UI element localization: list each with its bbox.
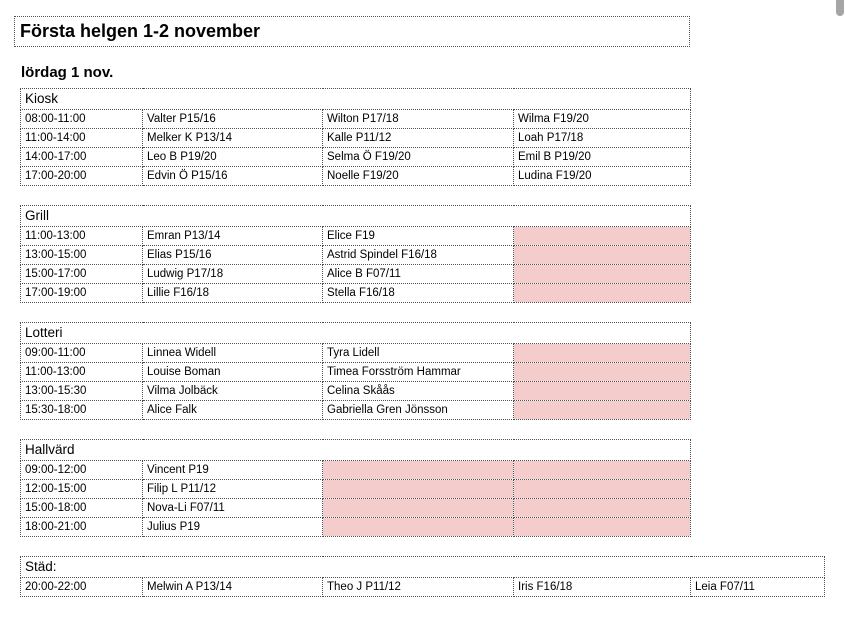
volunteer-cell[interactable]: Elias P15/16 (143, 246, 323, 265)
empty-slot-cell[interactable] (323, 518, 514, 537)
time-cell[interactable]: 11:00-13:00 (21, 363, 143, 382)
volunteer-cell[interactable]: Wilma F19/20 (514, 110, 691, 129)
empty-slot-cell[interactable] (514, 284, 691, 303)
volunteer-cell[interactable]: Alice Falk (143, 401, 323, 420)
volunteer-cell[interactable]: Gabriella Gren Jönsson (323, 401, 514, 420)
volunteer-cell[interactable]: Julius P19 (143, 518, 323, 537)
volunteer-cell[interactable]: Elice F19 (323, 227, 514, 246)
time-cell[interactable]: 12:00-15:00 (21, 480, 143, 499)
time-cell[interactable]: 13:00-15:30 (21, 382, 143, 401)
shift-row (21, 167, 691, 186)
volunteer-cell[interactable]: Alice B F07/11 (323, 265, 514, 284)
empty-slot-cell[interactable] (514, 461, 691, 480)
volunteer-cell[interactable]: Wilton P17/18 (323, 110, 514, 129)
weekend-title-box (14, 16, 690, 47)
shift-row (21, 246, 691, 265)
volunteer-cell[interactable]: Emran P13/14 (143, 227, 323, 246)
time-cell[interactable]: 17:00-20:00 (21, 167, 143, 186)
empty-slot-cell[interactable] (323, 499, 514, 518)
time-cell[interactable]: 15:30-18:00 (21, 401, 143, 420)
empty-slot-cell[interactable] (514, 499, 691, 518)
volunteer-cell[interactable]: Stella F16/18 (323, 284, 514, 303)
empty-slot-cell[interactable] (514, 518, 691, 537)
volunteer-cell[interactable]: Loah P17/18 (514, 129, 691, 148)
volunteer-cell[interactable]: Celina Skåås (323, 382, 514, 401)
shift-row (21, 480, 691, 499)
volunteer-cell[interactable]: Lillie F16/18 (143, 284, 323, 303)
table-title-stad[interactable]: Städ: (21, 557, 825, 578)
volunteer-cell[interactable]: Iris F16/18 (514, 578, 691, 597)
time-cell[interactable]: 08:00-11:00 (21, 110, 143, 129)
volunteer-cell[interactable]: Ludina F19/20 (514, 167, 691, 186)
volunteer-cell[interactable]: Ludwig P17/18 (143, 265, 323, 284)
time-cell[interactable]: 11:00-14:00 (21, 129, 143, 148)
volunteer-cell[interactable]: Selma Ö F19/20 (323, 148, 514, 167)
volunteer-cell[interactable]: Edvin Ö P15/16 (143, 167, 323, 186)
volunteer-cell[interactable]: Kalle P11/12 (323, 129, 514, 148)
tables (14, 88, 845, 597)
volunteer-cell[interactable]: Melwin A P13/14 (143, 578, 323, 597)
volunteer-cell[interactable]: Theo J P11/12 (323, 578, 514, 597)
schedule-table-stad (20, 556, 825, 597)
page-title[interactable]: Första helgen 1-2 november (20, 21, 261, 41)
volunteer-cell[interactable]: Timea Forsström Hammar (323, 363, 514, 382)
empty-slot-cell[interactable] (514, 265, 691, 284)
volunteer-cell[interactable]: Vilma Jolbäck (143, 382, 323, 401)
shift-row (21, 518, 691, 537)
table-header-row (21, 89, 691, 110)
time-cell[interactable]: 11:00-13:00 (21, 227, 143, 246)
shift-row (21, 227, 691, 246)
schedule-table-grill (20, 205, 691, 303)
scrollbar-thumb[interactable] (836, 0, 844, 16)
shift-row (21, 363, 691, 382)
time-cell[interactable]: 18:00-21:00 (21, 518, 143, 537)
volunteer-cell[interactable]: Leia F07/11 (691, 578, 825, 597)
volunteer-cell[interactable]: Valter P15/16 (143, 110, 323, 129)
empty-slot-cell[interactable] (514, 401, 691, 420)
empty-slot-cell[interactable] (323, 461, 514, 480)
volunteer-cell[interactable]: Vincent P19 (143, 461, 323, 480)
shift-row (21, 578, 825, 597)
time-cell[interactable]: 15:00-17:00 (21, 265, 143, 284)
time-cell[interactable]: 20:00-22:00 (21, 578, 143, 597)
table-header-row (21, 557, 825, 578)
volunteer-cell[interactable]: Tyra Lidell (323, 344, 514, 363)
shift-row (21, 382, 691, 401)
volunteer-cell[interactable]: Emil B P19/20 (514, 148, 691, 167)
volunteer-cell[interactable]: Astrid Spindel F16/18 (323, 246, 514, 265)
time-cell[interactable]: 13:00-15:00 (21, 246, 143, 265)
table-header-row (21, 206, 691, 227)
time-cell[interactable]: 09:00-12:00 (21, 461, 143, 480)
shift-row (21, 284, 691, 303)
shift-row (21, 148, 691, 167)
volunteer-cell[interactable]: Nova-Li F07/11 (143, 499, 323, 518)
schedule-table-hallvard (20, 439, 691, 537)
shift-row (21, 401, 691, 420)
time-cell[interactable]: 15:00-18:00 (21, 499, 143, 518)
empty-slot-cell[interactable] (514, 344, 691, 363)
time-cell[interactable]: 17:00-19:00 (21, 284, 143, 303)
empty-slot-cell[interactable] (514, 363, 691, 382)
shift-row (21, 129, 691, 148)
time-cell[interactable]: 09:00-11:00 (21, 344, 143, 363)
volunteer-cell[interactable]: Filip L P11/12 (143, 480, 323, 499)
empty-slot-cell[interactable] (323, 480, 514, 499)
empty-slot-cell[interactable] (514, 480, 691, 499)
table-header-row (21, 323, 691, 344)
table-title-grill[interactable]: Grill (21, 206, 691, 227)
schedule-table-lotteri (20, 322, 691, 420)
shift-row (21, 344, 691, 363)
empty-slot-cell[interactable] (514, 227, 691, 246)
shift-row (21, 499, 691, 518)
volunteer-cell[interactable]: Noelle F19/20 (323, 167, 514, 186)
volunteer-cell[interactable]: Leo B P19/20 (143, 148, 323, 167)
shift-row (21, 461, 691, 480)
schedule-table-kiosk (20, 88, 691, 186)
shift-row (21, 110, 691, 129)
empty-slot-cell[interactable] (514, 246, 691, 265)
table-header-row (21, 440, 691, 461)
table-title-lotteri[interactable]: Lotteri (21, 323, 691, 344)
day-heading[interactable]: lördag 1 nov. (21, 64, 114, 81)
volunteer-cell[interactable]: Melker K P13/14 (143, 129, 323, 148)
volunteer-cell[interactable]: Louise Boman (143, 363, 323, 382)
empty-slot-cell[interactable] (514, 382, 691, 401)
time-cell[interactable]: 14:00-17:00 (21, 148, 143, 167)
volunteer-cell[interactable]: Linnea Widell (143, 344, 323, 363)
shift-row (21, 265, 691, 284)
table-title-hallvard[interactable]: Hallvärd (21, 440, 691, 461)
table-title-kiosk[interactable]: Kiosk (21, 89, 691, 110)
